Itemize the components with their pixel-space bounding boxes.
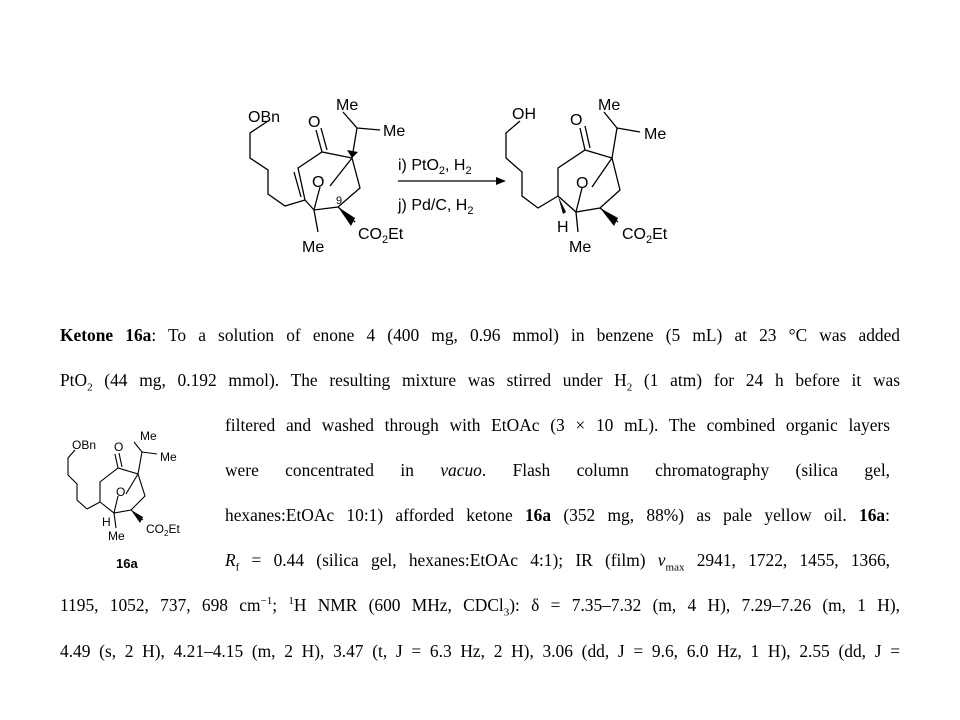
text-line-6	[225, 549, 890, 574]
reagent-step-j: j) Pd/C, $H_2$	[398, 197, 474, 217]
start-obn-label: OBn	[248, 109, 281, 126]
product-me-top-label: Me	[598, 97, 621, 114]
text-line-7e: H NMR (600 MHz, CDCl	[293, 595, 504, 615]
start-c9-label: 9	[336, 195, 343, 207]
start-me-bottom-label: Me	[302, 239, 325, 256]
text-line-4a: were concentrated in	[225, 460, 414, 480]
compound-heading: Ketone 16a	[60, 325, 152, 345]
text-1h-sup: 1	[288, 595, 294, 608]
inset-caption: 16a	[116, 556, 138, 571]
start-me-top-label: Me	[336, 97, 359, 114]
text-rf: R	[225, 550, 236, 570]
text-line-5c: (352 mg, 88%) as pale yellow oil.	[563, 505, 847, 525]
text-line-7g: ): δ = 7.35–7.32 (m, 4 H), 7.29–7.26 (m, 1 H),	[509, 595, 900, 615]
text-line-6c: = 0.44 (silica gel, hexanes:EtOAc 4:1); IR (film)	[239, 550, 646, 570]
text-max-sub: max	[665, 561, 685, 574]
product-side-chain	[506, 121, 558, 208]
inset-ketone-o-label: O	[114, 440, 124, 454]
inset-me-bottom-label: Me	[108, 529, 125, 543]
product-oh-label: OH	[512, 106, 536, 123]
text-line-5a: hexanes:EtOAc 10:1) afforded ketone	[225, 505, 513, 525]
text-line-8: 4.49 (s, 2 H), 4.21–4.15 (m, 2 H), 3.47 (t, J = 6.3 Hz, 2 H), 3.06 (dd, J = 9.6, 6.0 Hz, 1 H), 2.55 (dd, J =	[60, 641, 900, 661]
start-bridge-o-label: O	[312, 174, 325, 191]
text-line-4c: . Flash column chromatography (silica gel,	[481, 460, 890, 480]
product-me-iso-label: Me	[644, 126, 667, 143]
text-rf-sub: f	[235, 561, 240, 574]
text-nu: ν	[657, 550, 666, 570]
structure-16a	[60, 420, 220, 590]
product-bridge-o-label: O	[576, 175, 589, 192]
start-co2et-label: $CO_2Et$	[358, 226, 404, 246]
reaction-arrow	[398, 177, 506, 185]
inset-h-label: H	[102, 515, 111, 529]
text-line-1: Ketone 16a: To a solution of enone 4 (400 mg, 0.96 mmol) in benzene (5 mL) at 23 °C was added	[60, 325, 900, 345]
start-ketone-o-label: O	[308, 114, 321, 131]
text-line-7c: ;	[272, 595, 289, 615]
text-line-2b: (44 mg, 0.192 mmol). The resulting mixture was stirred under H	[92, 370, 627, 390]
text-vacuo: vacuo	[440, 460, 482, 480]
text-line-1-body: To a solution of enone 4 (400 mg, 0.96 mmol) in benzene (5 mL) at 23 °C was added	[167, 325, 900, 345]
text-cm-sup: −1	[260, 595, 273, 608]
text-line-7a: 1195, 1052, 737, 698 cm	[60, 595, 261, 615]
reaction-scheme	[0, 0, 960, 300]
inset-co2et-label: $CO_2Et$	[146, 522, 180, 538]
text-compound-ref-2: 16a	[859, 505, 886, 525]
text-line-2: PtO$_2$ (44 mg, 0.192 mmol). The resulting mixture was stirred under $H_2$ (1 atm) for 24 h before it was	[60, 370, 900, 394]
inset-bridge-o-label: O	[116, 485, 126, 499]
inset-obn-label: OBn	[72, 438, 97, 452]
text-line-5	[225, 504, 890, 526]
product-me-bottom-label: Me	[569, 239, 592, 256]
product-h-label: H	[557, 219, 569, 236]
text-compound-ref: 16a	[524, 505, 552, 525]
text-cdcl3-sub: 3	[503, 606, 510, 619]
text-line-3: filtered and washed through with EtOAc (3 × 10 mL). The combined organic layers	[225, 415, 890, 435]
start-me-iso-label: Me	[383, 123, 406, 140]
text-line-7	[60, 594, 900, 619]
text-line-2a: PtO	[60, 370, 88, 390]
text-line-2c: (1 atm) for 24 h before it was	[632, 370, 900, 390]
product-co2et-label: $CO_2Et$	[622, 226, 668, 246]
product-ketone-o-label: O	[570, 112, 583, 129]
inset-me-top-label: Me	[140, 429, 157, 443]
text-line-6f: 2941, 1722, 1455, 1366,	[684, 550, 890, 570]
text-line-4	[225, 459, 890, 481]
start-side-chain	[250, 121, 305, 206]
inset-me-iso-label: Me	[160, 450, 177, 464]
reagent-step-i: i) PtO$_2$, $H_2$	[398, 157, 472, 177]
text-line-5e: :	[885, 505, 890, 525]
